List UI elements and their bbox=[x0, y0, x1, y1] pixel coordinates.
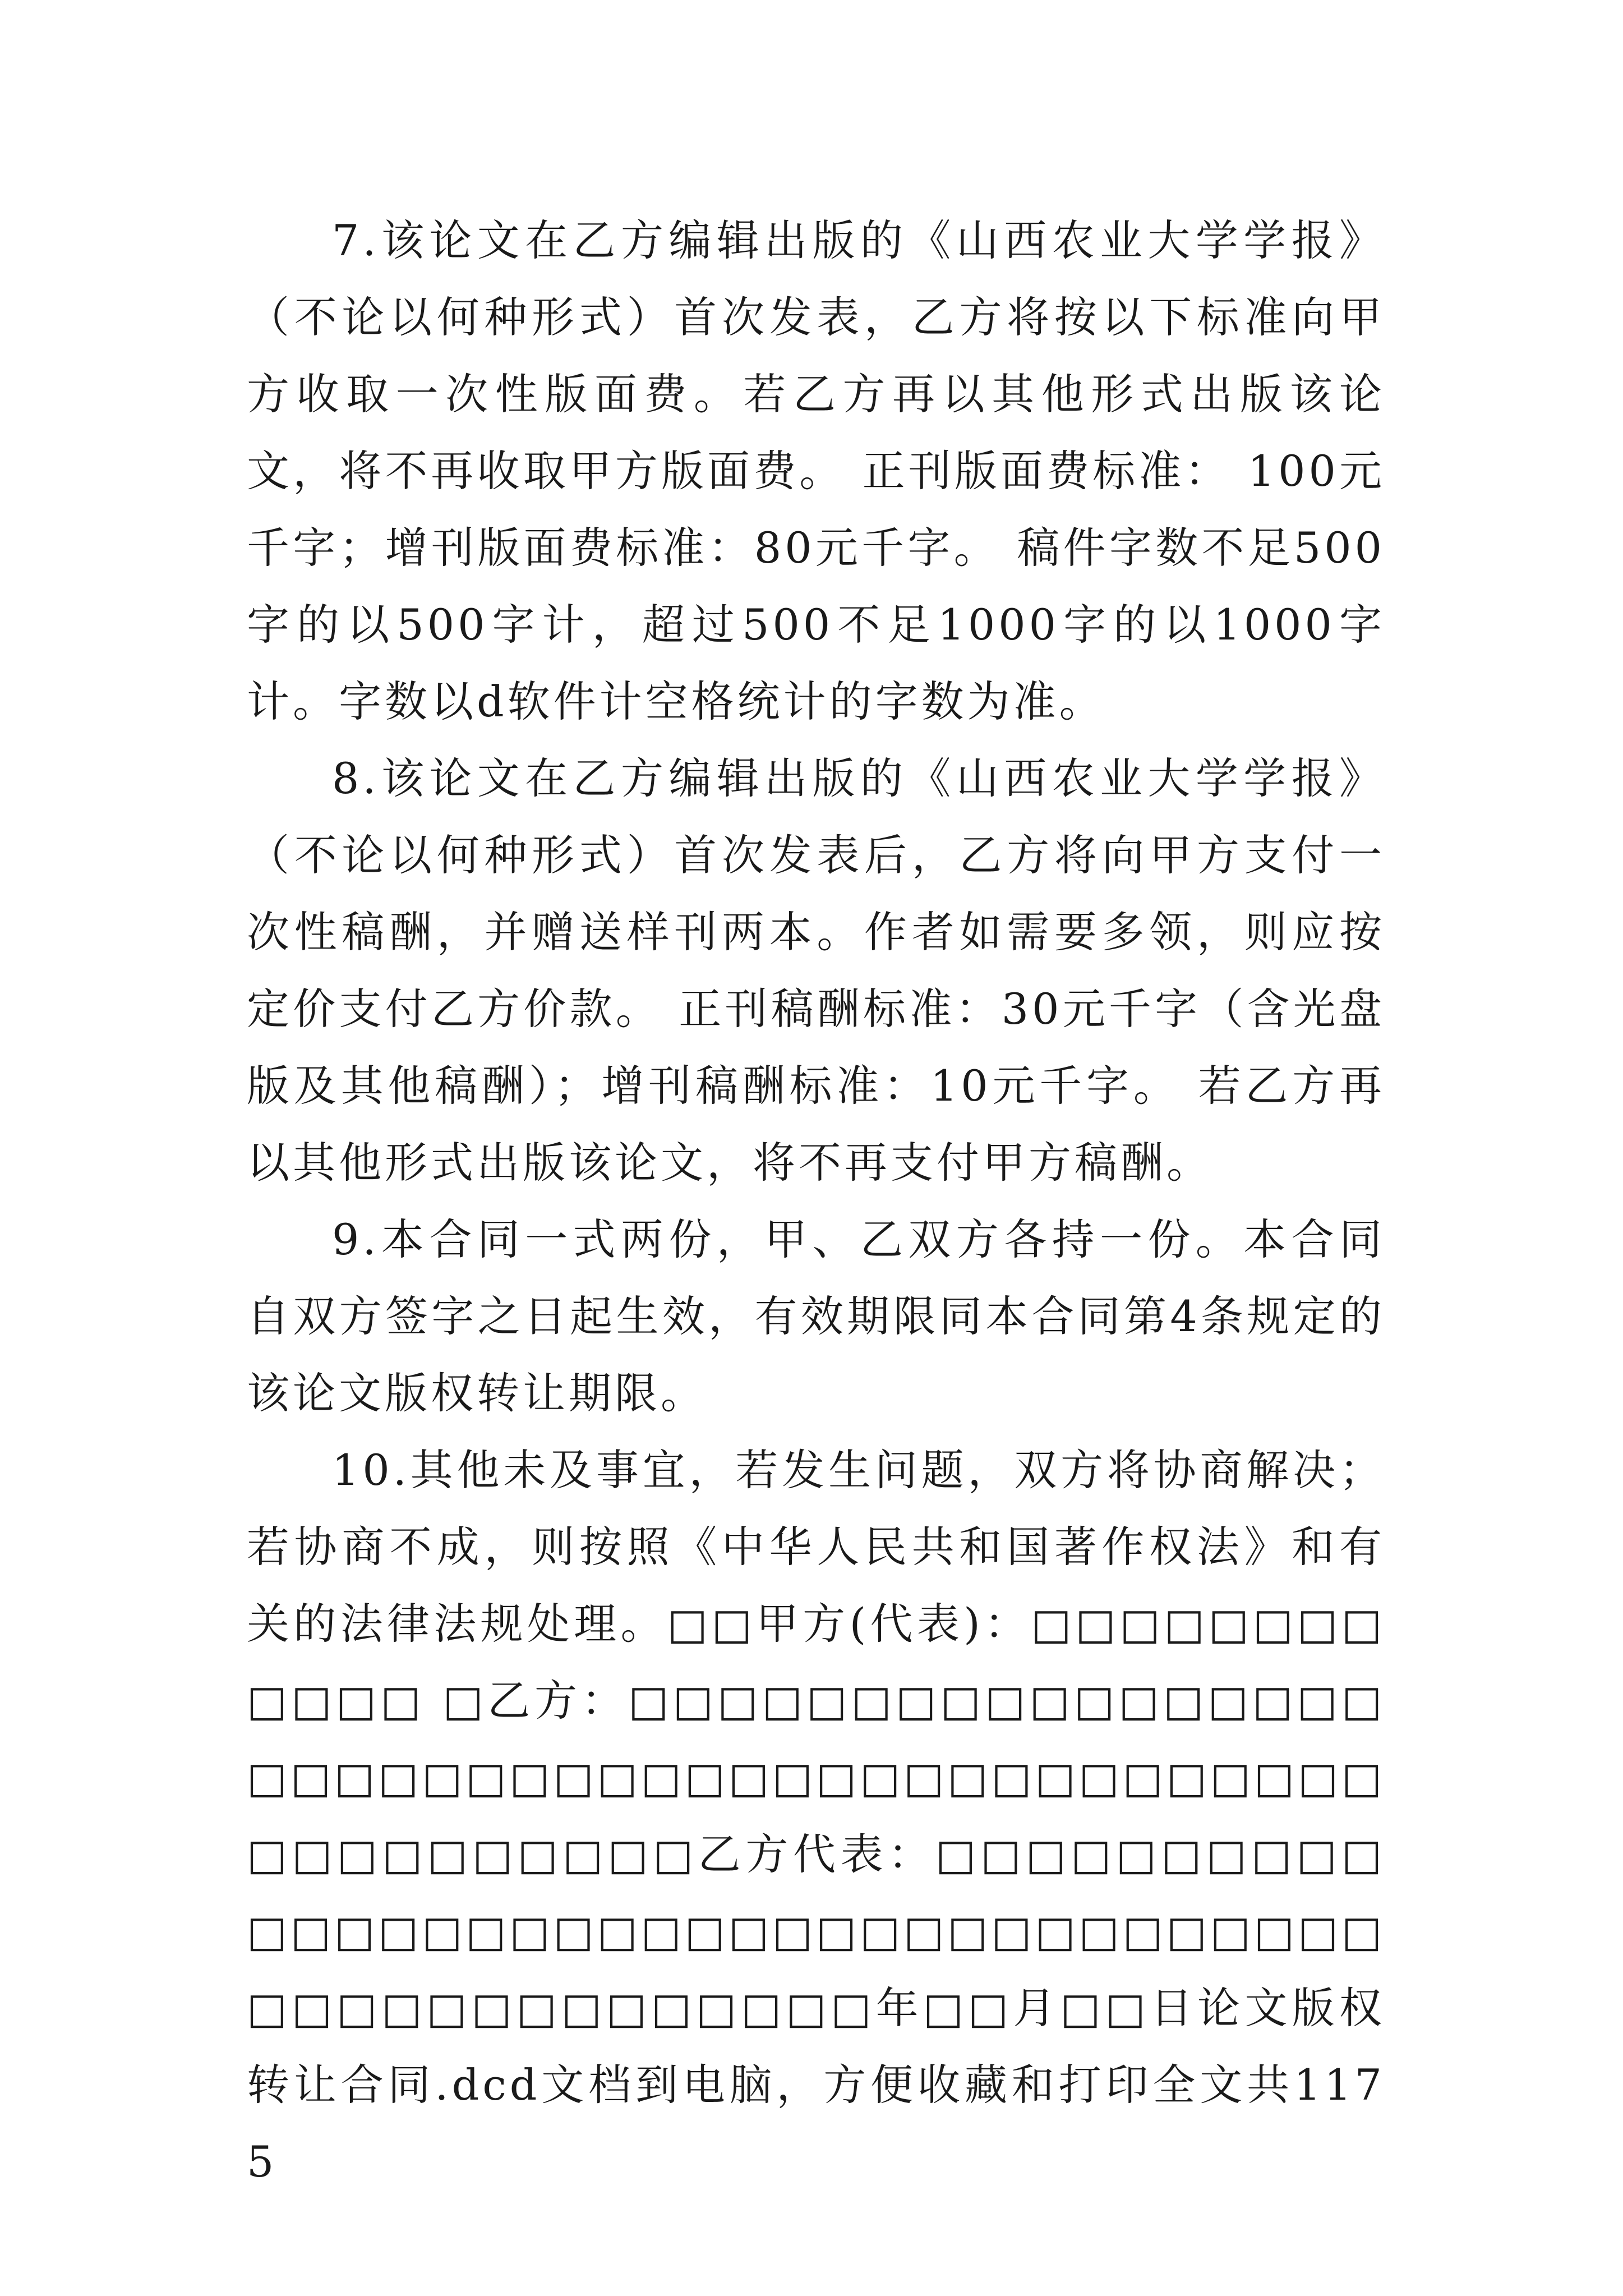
clause-8: 8.该论文在乙方编辑出版的《山西农业大学学报》（不论以何种形式）首次发表后，乙方将向甲方支付一次性稿酬，并赠送样刊两本。作者如需要多领，则应按定价支付乙方价款。 正刊稿酬标准：30元千字（含光盘版及其他稿酬）；增刊稿酬标准：10元千字。 若乙方再以其他形式出版该论文，将不再支付甲方稿酬。 bbox=[247, 753, 1385, 1188]
clause-9: 9.本合同一式两份，甲、乙双方各持一份。本合同自双方签字之日起生效，有效期限同本合同第4条规定的该论文版权转让期限。 bbox=[247, 1214, 1385, 1418]
clause-7: 7.该论文在乙方编辑出版的《山西农业大学学报》（不论以何种形式）首次发表，乙方将按以下标准向甲方收取一次性版面费。若乙方再以其他形式出版该论文，将不再收取甲方版面费。 正刊版面费标准： 100元千字；增刊版面费标准：80元千字。 稿件字数不足500字的以500字计，超过500不足1000字的以1000字计。字数以d软件计空格统计的字数为准。 bbox=[247, 215, 1385, 726]
clause-10: 10.其他未及事宜，若发生问题，双方将协商解决；若协商不成，则按照《中华人民共和国著作权法》和有关的法律法规处理。□□甲方(代表)：□□□□□□□□□□□□ □乙方：□□□□□□□□□□□□□□□□□□□□□□□□□□□□□□□□□□□□□□□□□□□□□□□□□□□□□乙方代表：□□□□□□□□□□□□□□□□□□□□□□□□□□□□□□□□□□□□□□□□□□□□□□□□□□年□□月□□日论文版权转让合同.dcd文档到电脑，方便收藏和打印全文共1175 bbox=[247, 1445, 1385, 2187]
contract-body bbox=[247, 202, 1385, 2200]
